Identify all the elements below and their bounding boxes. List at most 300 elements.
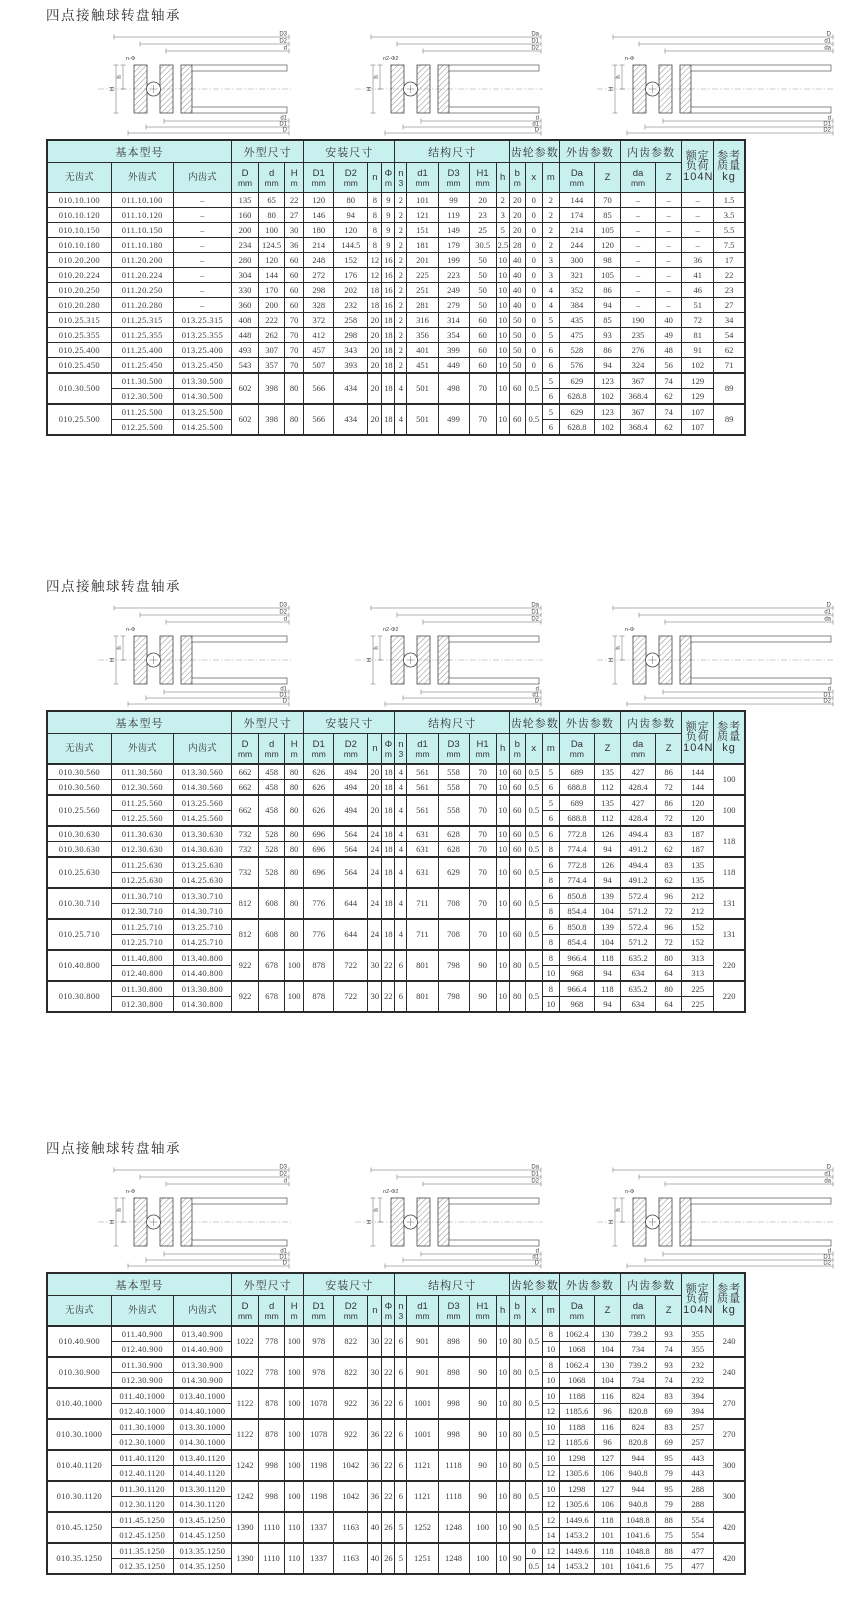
model-external-gear-cell: 012.35.1250 — [111, 1559, 173, 1575]
dim-cell: 494 — [334, 795, 368, 826]
load-cell: – — [682, 193, 714, 208]
model-external-gear-cell: 011.30.710 — [111, 888, 173, 904]
module-cell: 5 — [542, 313, 559, 328]
header-col-cell: Da mm — [559, 163, 594, 193]
da-outer-cell: 1068 — [559, 1342, 594, 1358]
model-internal-gear-cell: 014.35.1250 — [173, 1559, 231, 1575]
module-cell: 12 — [542, 1512, 559, 1528]
dim-cell: 6 — [395, 1450, 407, 1481]
dim-cell: 10 — [496, 268, 509, 283]
model-internal-gear-cell: 013.30.800 — [173, 981, 231, 997]
z-inner-cell: 72 — [656, 780, 682, 796]
da-inner-cell: 571.2 — [621, 935, 656, 951]
da-inner-cell: 491.2 — [621, 873, 656, 889]
load-cell: 477 — [682, 1559, 714, 1575]
dim-cell: 2 — [395, 358, 407, 374]
dim-cell: 12 — [368, 268, 382, 283]
svg-text:H: H — [609, 86, 615, 92]
dim-cell: 494 — [334, 780, 368, 796]
dim-cell: 60 — [509, 857, 525, 888]
mass-cell: 100 — [714, 764, 745, 795]
svg-text:D: D — [282, 1260, 287, 1267]
mass-cell: 100 — [714, 795, 745, 826]
dim-cell: 1390 — [232, 1543, 259, 1574]
dim-cell: 922 — [232, 950, 259, 981]
dim-cell: 328 — [304, 298, 334, 313]
dim-cell: 70 — [469, 404, 496, 435]
dim-cell: 561 — [407, 780, 438, 796]
da-inner-cell: 494.4 — [621, 857, 656, 873]
da-inner-cell: 572.4 — [621, 888, 656, 904]
dim-cell: 10 — [496, 1419, 509, 1450]
header-group-cell: 内齿参数 — [621, 711, 682, 734]
dim-cell: 80 — [509, 950, 525, 981]
dim-cell: 449 — [438, 358, 469, 374]
dim-cell: 40 — [509, 253, 525, 268]
dim-cell: 10 — [496, 764, 509, 780]
z-outer-cell: 106 — [594, 1466, 620, 1482]
svg-text:n-Φ: n-Φ — [625, 627, 635, 633]
svg-text:h: h — [616, 1208, 622, 1212]
x-shift-cell: 0 — [525, 238, 542, 253]
svg-text:d1: d1 — [532, 121, 539, 128]
model-internal-gear-cell: 014.40.800 — [173, 966, 231, 982]
load-cell: 41 — [682, 268, 714, 283]
model-internal-gear-cell: 013.25.500 — [173, 404, 231, 420]
mass-cell: 300 — [714, 1450, 745, 1481]
header-col-cell: d mm — [259, 163, 285, 193]
header-group-cell: 安装尺寸 — [304, 1273, 395, 1296]
dim-cell: 776 — [304, 888, 334, 919]
z-inner-cell: 72 — [656, 935, 682, 951]
model-internal-gear-cell: – — [173, 193, 231, 208]
dim-cell: 90 — [469, 1481, 496, 1512]
dim-cell: 121 — [407, 208, 438, 223]
z-inner-cell: 96 — [656, 888, 682, 904]
model-external-gear-cell: 011.25.315 — [111, 313, 173, 328]
da-inner-cell: 572.4 — [621, 919, 656, 935]
dim-cell: 99 — [438, 193, 469, 208]
x-shift-cell: 0.5 — [525, 795, 542, 826]
load-cell: 129 — [682, 389, 714, 405]
model-no-gear-cell: 010.10.180 — [47, 238, 111, 253]
da-inner-cell: 491.2 — [621, 842, 656, 858]
dim-cell: 60 — [509, 888, 525, 919]
dim-cell: 60 — [469, 328, 496, 343]
dim-cell: 6 — [395, 1419, 407, 1450]
header-col-cell: H m — [285, 163, 304, 193]
model-internal-gear-cell: 014.30.1000 — [173, 1435, 231, 1451]
dim-cell: 179 — [438, 238, 469, 253]
dim-cell: 30 — [285, 223, 304, 238]
dim-cell: 20 — [368, 795, 382, 826]
mass-cell: 34 — [714, 313, 745, 328]
svg-text:d: d — [283, 616, 287, 623]
header-col-cell: D3 mm — [438, 1296, 469, 1327]
dim-cell: 70 — [469, 842, 496, 858]
load-cell: 288 — [682, 1481, 714, 1497]
z-outer-cell: 70 — [594, 193, 620, 208]
model-no-gear-cell: 010.10.150 — [47, 223, 111, 238]
dim-cell: 110 — [285, 1512, 304, 1543]
dim-cell: 608 — [259, 919, 285, 950]
mass-cell: 240 — [714, 1326, 745, 1357]
svg-text:D: D — [282, 698, 287, 705]
dim-cell: 2 — [395, 268, 407, 283]
da-inner-cell: 368.4 — [621, 420, 656, 436]
dim-cell: 50 — [469, 298, 496, 313]
dim-cell: 80 — [509, 981, 525, 1012]
dim-cell: 90 — [469, 1388, 496, 1419]
load-cell: 152 — [682, 935, 714, 951]
dim-cell: 8 — [368, 238, 382, 253]
load-cell: 355 — [682, 1342, 714, 1358]
dim-cell: 4 — [395, 842, 407, 858]
load-cell: 554 — [682, 1528, 714, 1544]
dim-cell: 2 — [395, 283, 407, 298]
dim-cell: 20 — [509, 208, 525, 223]
dim-cell: 678 — [259, 981, 285, 1012]
load-cell: 135 — [682, 873, 714, 889]
da-outer-cell: 174 — [559, 208, 594, 223]
svg-text:Da: Da — [531, 31, 539, 38]
dim-cell: 626 — [304, 764, 334, 780]
z-outer-cell: 120 — [594, 238, 620, 253]
model-external-gear-cell: 011.40.800 — [111, 950, 173, 966]
da-inner-cell: 427 — [621, 795, 656, 811]
dim-cell: 1242 — [232, 1481, 259, 1512]
dim-cell: 16 — [382, 283, 395, 298]
da-inner-cell: 940.8 — [621, 1497, 656, 1513]
model-external-gear-cell: 011.30.1120 — [111, 1481, 173, 1497]
model-internal-gear-cell: – — [173, 298, 231, 313]
model-internal-gear-cell: 013.40.900 — [173, 1326, 231, 1342]
dim-cell: 1122 — [232, 1388, 259, 1419]
z-inner-cell: – — [656, 298, 682, 313]
dim-cell: 16 — [382, 268, 395, 283]
dim-cell: 16 — [382, 253, 395, 268]
dim-cell: 631 — [407, 826, 438, 842]
dim-cell: 507 — [304, 358, 334, 374]
model-internal-gear-cell: 013.30.1000 — [173, 1419, 231, 1435]
header-group-cell: 基本型号 — [47, 140, 232, 163]
dim-cell: 100 — [469, 1543, 496, 1574]
model-internal-gear-cell: – — [173, 238, 231, 253]
dim-cell: 119 — [438, 208, 469, 223]
dim-cell: 528 — [259, 826, 285, 842]
dim-cell: 360 — [232, 298, 259, 313]
header-col-cell: da mm — [621, 163, 656, 193]
z-inner-cell: 56 — [656, 358, 682, 374]
header-group-cell: 齿轮参数 — [509, 140, 559, 163]
da-outer-cell: 1188 — [559, 1419, 594, 1435]
dim-cell: 120 — [259, 253, 285, 268]
dim-cell: 90 — [469, 950, 496, 981]
dim-cell: 696 — [304, 826, 334, 842]
z-inner-cell: 88 — [656, 1543, 682, 1559]
da-outer-cell: 628.8 — [559, 389, 594, 405]
dim-cell: 9 — [382, 193, 395, 208]
load-cell: 120 — [682, 811, 714, 827]
dim-cell: 80 — [509, 1481, 525, 1512]
z-inner-cell: 95 — [656, 1481, 682, 1497]
dim-cell: 24 — [368, 919, 382, 950]
dim-cell: 24 — [368, 842, 382, 858]
module-cell: 2 — [542, 238, 559, 253]
z-inner-cell: 75 — [656, 1528, 682, 1544]
svg-text:d: d — [827, 1248, 831, 1255]
dim-cell: 1110 — [259, 1543, 285, 1574]
dim-cell: 70 — [469, 919, 496, 950]
da-inner-cell: 635.2 — [621, 950, 656, 966]
z-outer-cell: 98 — [594, 253, 620, 268]
header-group-cell: 安装尺寸 — [304, 711, 395, 734]
dim-cell: 628 — [438, 826, 469, 842]
svg-text:h: h — [616, 75, 622, 79]
bearing-drawing-internal-gear-wrap — [591, 600, 841, 711]
load-cell: 232 — [682, 1373, 714, 1389]
dim-cell: 434 — [334, 404, 368, 435]
svg-text:D: D — [826, 1164, 831, 1171]
dim-cell: 40 — [368, 1543, 382, 1574]
dim-cell: 1198 — [304, 1450, 334, 1481]
dim-cell: 2 — [395, 313, 407, 328]
dim-cell: 24 — [368, 888, 382, 919]
z-outer-cell: 118 — [594, 1512, 620, 1528]
dim-cell: 5 — [395, 1512, 407, 1543]
dim-cell: 60 — [509, 842, 525, 858]
dim-cell: 393 — [334, 358, 368, 374]
header-col-cell: m — [542, 734, 559, 765]
svg-text:h: h — [117, 75, 123, 79]
dim-cell: 80 — [285, 857, 304, 888]
da-inner-cell: 1041.6 — [621, 1528, 656, 1544]
mass-cell: 62 — [714, 343, 745, 358]
module-cell: 6 — [542, 389, 559, 405]
dim-cell: 343 — [334, 343, 368, 358]
dim-cell: 1078 — [304, 1419, 334, 1450]
model-internal-gear-cell: 014.25.630 — [173, 873, 231, 889]
load-cell: 443 — [682, 1450, 714, 1466]
z-inner-cell: 69 — [656, 1435, 682, 1451]
load-cell: 120 — [682, 795, 714, 811]
dim-cell: 399 — [438, 343, 469, 358]
model-internal-gear-cell: 013.25.710 — [173, 919, 231, 935]
dim-cell: 1252 — [407, 1512, 438, 1543]
dim-cell: 222 — [259, 313, 285, 328]
module-cell: 2 — [542, 193, 559, 208]
x-shift-cell: 0.5 — [525, 404, 542, 435]
header-col-cell: n 3 — [395, 1296, 407, 1327]
dim-cell: 90 — [469, 1357, 496, 1388]
dim-cell: 22 — [382, 981, 395, 1012]
dim-cell: 40 — [509, 268, 525, 283]
x-shift-cell: 0.5 — [525, 1450, 542, 1481]
dim-cell: 732 — [232, 826, 259, 842]
da-outer-cell: 688.8 — [559, 811, 594, 827]
dim-cell: 644 — [334, 919, 368, 950]
da-inner-cell: 1048.8 — [621, 1543, 656, 1559]
mass-cell: 300 — [714, 1481, 745, 1512]
header-col-cell: b m — [509, 1296, 525, 1327]
model-no-gear-cell: 010.30.1120 — [47, 1481, 111, 1512]
dim-cell: 90 — [509, 1543, 525, 1574]
z-outer-cell: 94 — [594, 997, 620, 1013]
dim-cell: 80 — [509, 1419, 525, 1450]
svg-text:d: d — [283, 45, 287, 52]
model-no-gear-cell: 010.20.280 — [47, 298, 111, 313]
z-inner-cell: – — [656, 223, 682, 238]
model-internal-gear-cell: 013.25.355 — [173, 328, 231, 343]
model-no-gear-cell: 010.20.200 — [47, 253, 111, 268]
z-inner-cell: 86 — [656, 764, 682, 780]
dim-cell: 298 — [334, 328, 368, 343]
module-cell: 6 — [542, 343, 559, 358]
svg-text:D1: D1 — [823, 692, 831, 699]
dim-cell: 50 — [509, 328, 525, 343]
da-outer-cell: 968 — [559, 997, 594, 1013]
load-cell: 443 — [682, 1466, 714, 1482]
model-no-gear-cell: 010.25.355 — [47, 328, 111, 343]
dim-cell: 100 — [285, 981, 304, 1012]
header-col-cell: d mm — [259, 734, 285, 765]
dim-cell: 1118 — [438, 1450, 469, 1481]
dim-cell: 10 — [496, 780, 509, 796]
dim-cell: 316 — [407, 313, 438, 328]
da-outer-cell: 1062.4 — [559, 1357, 594, 1373]
model-no-gear-cell: 010.30.630 — [47, 842, 111, 858]
header-group-cell: 结构尺寸 — [395, 1273, 509, 1296]
dim-cell: 80 — [285, 780, 304, 796]
dim-cell: 120 — [334, 223, 368, 238]
da-inner-cell: 820.8 — [621, 1404, 656, 1420]
dim-cell: 878 — [259, 1419, 285, 1450]
dim-cell: 22 — [382, 950, 395, 981]
dim-cell: 36 — [285, 238, 304, 253]
header-group-cell: 内齿参数 — [621, 140, 682, 163]
dim-cell: 1390 — [232, 1512, 259, 1543]
module-cell: 6 — [542, 780, 559, 796]
dim-cell: 18 — [382, 842, 395, 858]
svg-text:H: H — [110, 86, 116, 92]
z-outer-cell: 127 — [594, 1481, 620, 1497]
svg-text:D1: D1 — [531, 38, 539, 45]
model-external-gear-cell: 011.30.900 — [111, 1357, 173, 1373]
dim-cell: 564 — [334, 842, 368, 858]
dim-cell: 1248 — [438, 1543, 469, 1574]
svg-text:n-Φ: n-Φ — [126, 1189, 136, 1195]
header-col-cell: 无齿式 — [47, 734, 111, 765]
header-group-cell: 基本型号 — [47, 711, 232, 734]
dim-cell: 100 — [259, 223, 285, 238]
dim-cell: 878 — [259, 1388, 285, 1419]
dim-cell: 26 — [382, 1543, 395, 1574]
dim-cell: 70 — [285, 343, 304, 358]
header-col-cell: D1 mm — [304, 734, 334, 765]
dim-cell: 501 — [407, 404, 438, 435]
module-cell: 5 — [542, 404, 559, 420]
dim-cell: 10 — [496, 1388, 509, 1419]
header-group-cell: 外型尺寸 — [232, 1273, 304, 1296]
dim-cell: 60 — [509, 826, 525, 842]
da-inner-cell: – — [621, 298, 656, 313]
z-outer-cell: 126 — [594, 826, 620, 842]
dim-cell: 70 — [469, 373, 496, 404]
dim-cell: 80 — [334, 193, 368, 208]
dim-cell: 662 — [232, 795, 259, 826]
dim-cell: 9 — [382, 208, 395, 223]
model-no-gear-cell: 010.30.900 — [47, 1357, 111, 1388]
mass-cell: 270 — [714, 1388, 745, 1419]
dim-cell: 662 — [232, 764, 259, 780]
dim-cell: 401 — [407, 343, 438, 358]
x-shift-cell: 0 — [525, 253, 542, 268]
header-col-cell: Z — [656, 1296, 682, 1327]
dim-cell: 6 — [395, 1481, 407, 1512]
header-col-cell: n — [368, 163, 382, 193]
load-cell: 36 — [682, 253, 714, 268]
dim-cell: 822 — [334, 1357, 368, 1388]
dim-cell: 631 — [407, 857, 438, 888]
svg-text:D: D — [534, 698, 539, 705]
dim-cell: 4 — [395, 764, 407, 780]
da-inner-cell: 734 — [621, 1373, 656, 1389]
da-outer-cell: 576 — [559, 358, 594, 374]
z-outer-cell: 127 — [594, 1450, 620, 1466]
dim-cell: 22 — [285, 193, 304, 208]
da-outer-cell: 384 — [559, 298, 594, 313]
model-external-gear-cell: 012.40.800 — [111, 966, 173, 982]
z-inner-cell: – — [656, 253, 682, 268]
bearing-drawing-plain — [92, 29, 297, 135]
da-inner-cell: 734 — [621, 1342, 656, 1358]
z-inner-cell: 64 — [656, 966, 682, 982]
z-outer-cell: 86 — [594, 343, 620, 358]
dim-cell: 6 — [395, 1326, 407, 1357]
dim-cell: 65 — [259, 193, 285, 208]
header-group-cell: 齿轮参数 — [509, 711, 559, 734]
dim-cell: 1163 — [334, 1512, 368, 1543]
dim-cell: 234 — [232, 238, 259, 253]
header-col-cell: da mm — [621, 734, 656, 765]
header-col-cell: m — [542, 163, 559, 193]
dim-cell: 998 — [438, 1388, 469, 1419]
x-shift-cell: 0 — [525, 1543, 542, 1559]
z-inner-cell: – — [656, 283, 682, 298]
x-shift-cell: 0.5 — [525, 1357, 542, 1388]
dim-cell: 1242 — [232, 1450, 259, 1481]
dim-cell: 732 — [232, 857, 259, 888]
dim-cell: 80 — [285, 373, 304, 404]
load-cell: 477 — [682, 1543, 714, 1559]
model-internal-gear-cell: – — [173, 208, 231, 223]
dim-cell: 4 — [395, 888, 407, 919]
da-inner-cell: 324 — [621, 358, 656, 374]
da-inner-cell: 824 — [621, 1419, 656, 1435]
model-external-gear-cell: 012.40.1000 — [111, 1404, 173, 1420]
model-no-gear-cell: 010.30.710 — [47, 888, 111, 919]
header-col-cell: Z — [656, 734, 682, 765]
load-cell: 554 — [682, 1512, 714, 1528]
model-internal-gear-cell: 013.25.560 — [173, 795, 231, 811]
z-inner-cell: 79 — [656, 1497, 682, 1513]
model-internal-gear-cell: – — [173, 223, 231, 238]
module-cell: 6 — [542, 888, 559, 904]
z-outer-cell: 94 — [594, 358, 620, 374]
dim-cell: 722 — [334, 950, 368, 981]
da-inner-cell: 1041.6 — [621, 1559, 656, 1575]
dim-cell: 18 — [382, 795, 395, 826]
